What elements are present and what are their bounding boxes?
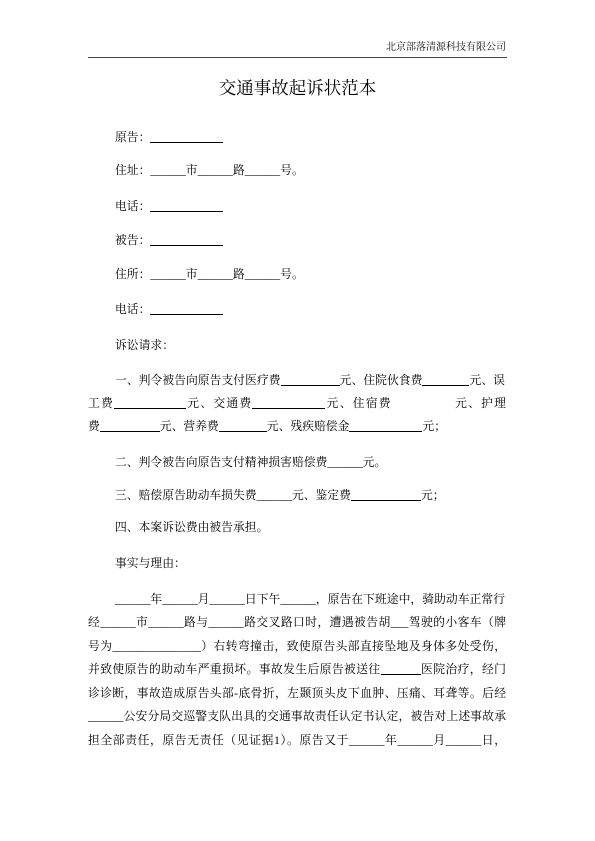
lost-wage-blank xyxy=(114,397,186,409)
claim1-lost-wage-text: 元、误 xyxy=(469,373,505,387)
plaintiff-phone-line xyxy=(115,198,223,214)
claim1-lodging-text: 元、住宿费 xyxy=(325,396,392,410)
defendant-label: 被告： xyxy=(115,233,151,247)
facts-line4-text: 并致使原告的助动车严重损坏。事故发生后原告被送往 xyxy=(88,662,381,676)
meal-fee-blank xyxy=(422,374,469,386)
facts-line: 经______市______路与______路交叉路口时，遭遇被告胡___驾驶的小客车（牌 xyxy=(88,615,506,629)
plaintiff-phone-label: 电话： xyxy=(115,199,151,213)
hospital-name-blank xyxy=(381,663,421,675)
claim1-line1 xyxy=(115,372,505,388)
lodging-fee-blank xyxy=(392,398,454,409)
plaintiff-label: 原告： xyxy=(115,130,151,144)
facts-line4-end: 医院治疗，经门 xyxy=(420,662,506,676)
plaintiff-line xyxy=(115,129,223,145)
claim3-end: 元； xyxy=(420,488,445,502)
claims-heading: 诉讼请求： xyxy=(115,338,174,352)
defendant-phone-blank xyxy=(150,303,223,315)
claim1-transport-text: 元、交通费 xyxy=(186,396,253,410)
claim3-text: 三、赔偿原告助动车损失费______元、鉴定费 xyxy=(115,488,351,502)
appraisal-fee-blank xyxy=(351,489,421,501)
defendant-phone-label: 电话： xyxy=(115,302,151,316)
defendant-address-line: 住所：______市______路______号。 xyxy=(115,267,304,281)
facts-line: 号为_______________）右转弯撞击，致使原告头部直接坠地及身体多处受伤， xyxy=(88,639,506,653)
claim1-lost-wage-suffix: 工费 xyxy=(88,396,115,410)
claim1-medical-text: 一、判令被告向原告支付医疗费 xyxy=(115,373,281,387)
facts-line: 诊诊断，事故造成原告头部-底骨折，左颞顶头皮下血肿、压痛、耳聋等。后经 xyxy=(88,686,506,700)
document-title: 交通事故起诉状范本 xyxy=(218,78,377,98)
facts-line: ______公安分局交巡警支队出具的交通事故责任认定书认定，被告对上述事故承 xyxy=(88,709,506,723)
facts-line xyxy=(88,661,506,677)
defendant-name-blank xyxy=(150,234,223,246)
claim3-line xyxy=(115,487,445,503)
facts-line: 担全部责任，原告无责任（见证据1）。原告又于______年______月______日， xyxy=(88,733,506,747)
plaintiff-name-blank xyxy=(150,131,223,143)
claim1-nutrition-text: 元、营养费 xyxy=(159,419,219,433)
header-divider xyxy=(88,57,507,58)
plaintiff-address-line: 住址：______市______路______号。 xyxy=(115,163,304,177)
claim1-line3 xyxy=(88,418,446,434)
header-company-name: 北京部落清源科技有限公司 xyxy=(386,42,506,53)
facts-heading: 事实与理由： xyxy=(115,556,186,570)
disability-compensation-blank xyxy=(349,420,422,432)
medical-fee-blank xyxy=(281,374,340,386)
nursing-fee-blank xyxy=(100,420,160,432)
nutrition-fee-blank xyxy=(219,420,267,432)
claim4-line: 四、本案诉讼费由被告承担。 xyxy=(115,520,269,534)
claim2-line: 二、判令被告向原告支付精神损害赔偿费______元。 xyxy=(115,455,387,469)
defendant-phone-line xyxy=(115,301,223,317)
claim1-end: 元； xyxy=(422,419,447,433)
plaintiff-phone-blank xyxy=(150,200,223,212)
facts-line: ______年______月______日下午______，原告在下班途中，骑助动车正常行 xyxy=(115,592,505,606)
claim1-nursing-text: 元、护理 xyxy=(453,396,506,410)
claim1-nursing-suffix: 费 xyxy=(88,419,100,433)
claim1-disability-text: 元、残疾赔偿金 xyxy=(266,419,350,433)
claim1-line2 xyxy=(88,395,506,411)
transport-fee-blank xyxy=(252,397,325,409)
claim1-meal-text: 元、住院伙食费 xyxy=(339,373,423,387)
defendant-line xyxy=(115,232,223,248)
